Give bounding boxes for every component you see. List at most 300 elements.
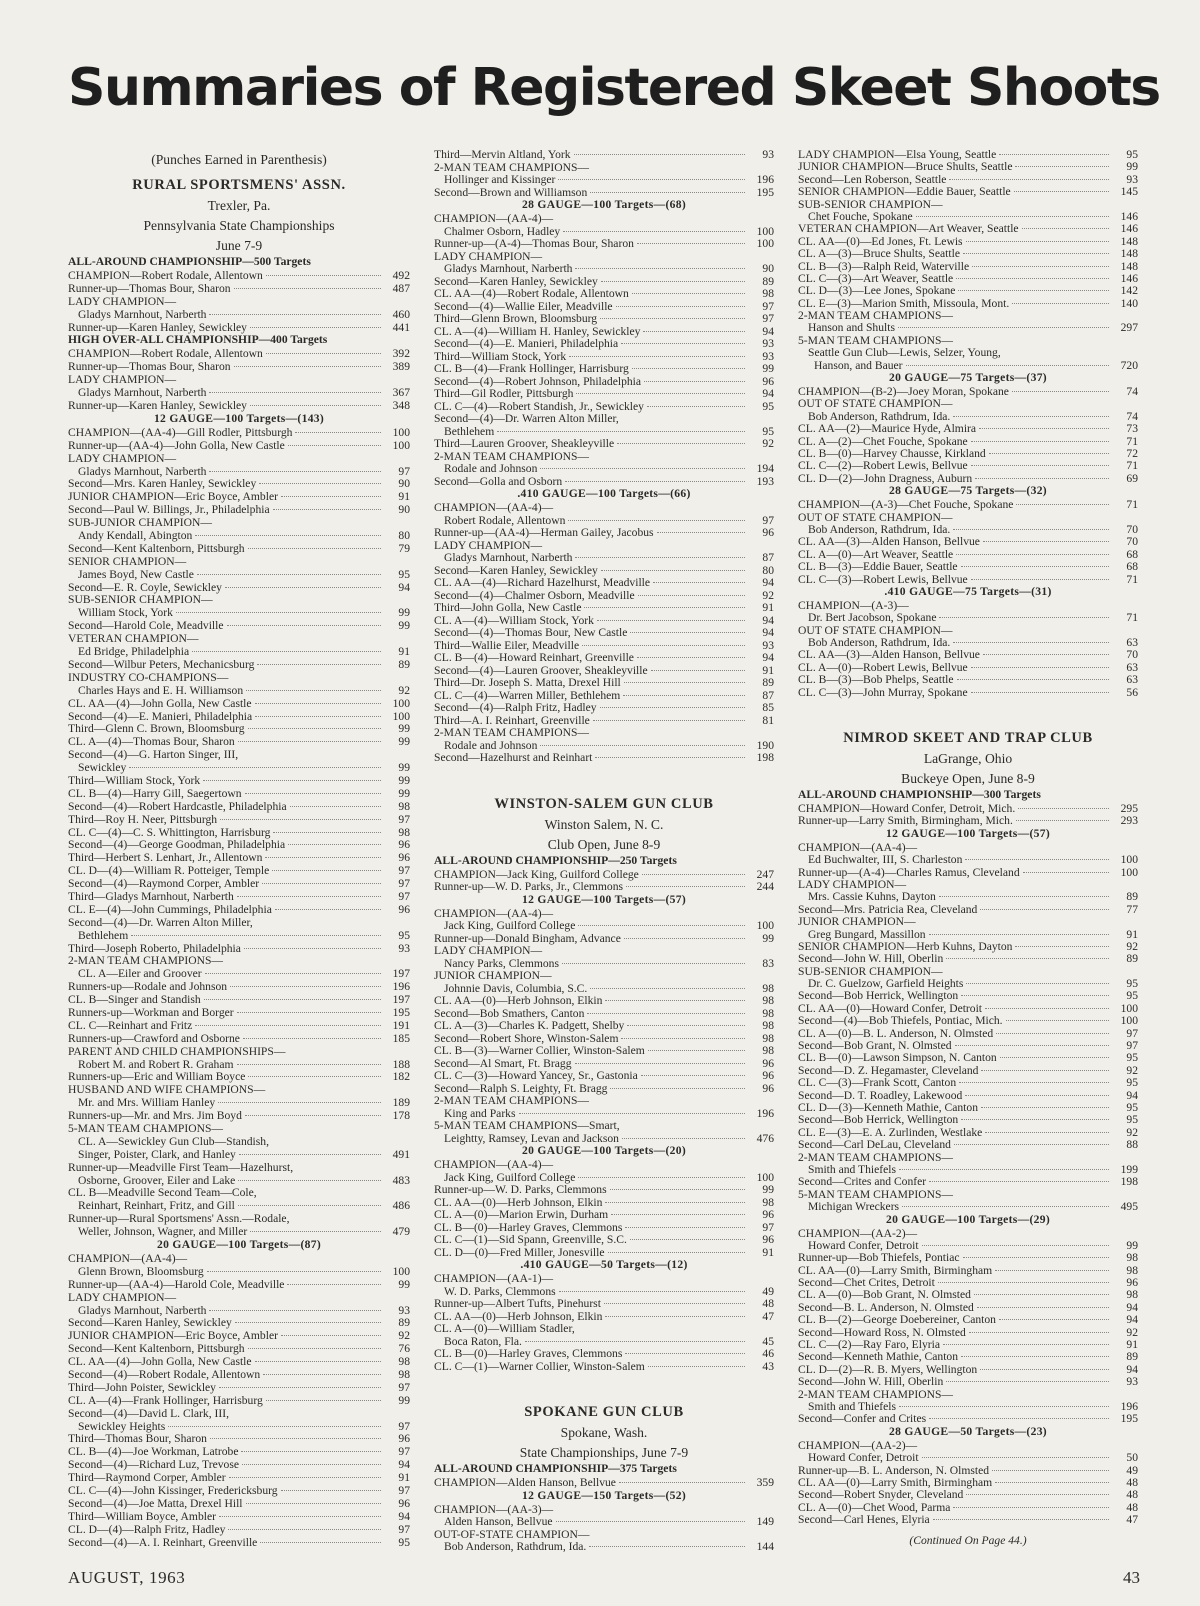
entry-label: Second—(4)—Richard Luz, Trevose [68,1459,239,1472]
entry-label: Second—Confer and Crites [798,1413,927,1426]
dot-leader [241,1451,381,1452]
entry-heading: 2-MAN TEAM CHAMPIONS— [434,1095,590,1107]
result-entry [68,1511,410,1524]
result-entry [798,411,1138,423]
result-entry [434,149,774,162]
entry-label: Gladys Marnhout, Narberth [444,263,573,275]
entry-score: 392 [392,348,410,361]
entry-score: 89 [762,275,774,288]
entry-label: Second—Harold Cole, Meadville [68,620,224,633]
dot-leader [600,318,745,319]
entry-label: Third—John Poister, Sewickley [68,1381,216,1394]
entry-score: 198 [1120,1176,1138,1189]
result-entry [798,248,1138,260]
dot-leader [605,1202,745,1203]
result-entry [434,565,774,578]
entry-score: 97 [398,878,410,891]
entry-heading: Second—(4)—David L. Clark, III, [68,1407,229,1420]
entry-score: 95 [1126,149,1138,161]
entry-label: Runner-up—(A-4)—Thomas Bour, Sharon [434,238,634,250]
entry-label: CL. C—(3)—Frank Scott, Canton [798,1077,957,1090]
result-entry [434,995,774,1008]
entry-label: CL. B—(0)—Harvey Chausse, Kirkland [798,447,986,460]
entry-label: CHAMPION—(B-2)—Joey Moran, Spokane [798,386,1009,399]
result-entry [798,1327,1138,1339]
entry-label: Boca Raton, Fla. [444,1335,522,1348]
entry-heading: LADY CHAMPION— [798,878,907,891]
entry-score: 95 [1126,990,1138,1003]
entry-score: 99 [762,363,774,375]
dot-leader [576,393,745,394]
dot-leader [971,692,1109,693]
dot-leader [648,1366,745,1367]
entry-label: Hanson, and Bauer [814,359,903,372]
entry-heading: CHAMPION—(AA-2)— [798,1227,918,1240]
entry-score: 94 [762,627,774,639]
entry-label: Gladys Marnhout, Narberth [78,465,207,478]
result-entry [798,1127,1138,1139]
result-entry [434,1172,774,1185]
result-entry [68,1200,410,1213]
dot-leader [601,570,745,571]
entry-heading: 2-MAN TEAM CHAMPIONS— [434,161,590,174]
result-entry [434,515,774,528]
entry-score: 89 [1126,1351,1138,1364]
gauge-heading: .410 GAUGE—75 Targets—(31) [884,584,1052,598]
dot-leader [288,445,381,446]
dot-leader [899,1406,1109,1407]
entry-score: 94 [398,1459,410,1472]
result-entry [68,1356,410,1369]
club-name: RURAL SPORTSMENS' ASSN. [132,177,346,193]
entry-score: 100 [392,710,410,723]
result-entry [434,276,774,289]
entry-heading: PARENT AND CHILD CHAMPIONSHIPS— [68,1045,286,1058]
entry-label: CL. A—(4)—Thomas Bour, Sharon [68,736,235,749]
entry-label: SENIOR CHAMPION—Eddie Bauer, Seattle [798,186,1011,199]
entry-label: Weller, Johnson, Wagner, and Miller [78,1226,248,1239]
entry-label: CL. D—(4)—William R. Potteiger, Temple [68,865,270,878]
entry-label: Second—Carl DeLau, Cleveland [798,1139,951,1152]
entry-label: Chalmer Osborn, Hadley [444,225,561,238]
result-entry [434,602,774,615]
dot-leader [977,1307,1109,1308]
entry-score: 96 [762,1070,774,1082]
entry-label: Second—(4)—Bob Thiefels, Pontiac, Mich. [798,1015,1003,1028]
entry-score: 367 [392,387,410,400]
entry-score: 195 [392,1006,410,1019]
club-name: NIMROD SKEET AND TRAP CLUB [843,730,1093,747]
dot-leader [958,290,1109,291]
result-entry [798,637,1138,649]
dot-leader [969,1332,1109,1333]
result-entry [798,1164,1138,1176]
entry-heading: OUT OF STATE CHAMPION— [798,624,953,637]
entry-score: 97 [398,1420,410,1433]
dot-leader [1014,191,1109,192]
dot-leader [234,288,381,289]
entry-label: Third—Joseph Roberto, Philadelphia [68,942,241,955]
event-subheading: Club Open, June 8-9 [547,836,661,852]
entry-label: Second—Paul W. Billings, Jr., Philadelphia [68,504,270,517]
entry-label: Second—Kent Kaltenborn, Pittsburgh [68,542,245,555]
entry-score: 297 [1120,322,1138,335]
dot-leader [235,1322,381,1323]
entry-label: SENIOR CHAMPION—Herb Kuhns, Dayton [798,940,1013,953]
entry-score: 43 [762,1360,774,1373]
dot-leader [575,557,745,558]
dot-leader [255,703,381,704]
entry-score: 94 [762,577,774,589]
entry-label: Johnnie Davis, Columbia, S.C. [444,982,588,995]
entry-label: Bethlehem [78,929,129,942]
result-entry [434,627,774,640]
result-entry [68,607,410,620]
entry-label: Runner-up—(A-4)—Charles Ramus, Cleveland [798,866,1020,879]
entry-score: 100 [756,920,774,932]
entry-heading: Second—(4)—Dr. Warren Alton Miller, [68,916,253,929]
entry-score: 100 [756,238,774,250]
result-entry [68,711,410,724]
entry-label: Second—Bob Smathers, Canton [434,1007,585,1020]
entry-score: 93 [762,350,774,363]
entry-score: 178 [392,1110,410,1123]
entry-label: Osborne, Groover, Eiler and Lake [78,1174,236,1187]
entry-label: CL. AA—(0)—Ed Jones, Ft. Lewis [798,235,963,248]
result-entry [434,463,774,476]
result-entry [68,1537,410,1550]
dot-leader [983,654,1109,655]
event-subheading: Trexler, Pa. [207,198,271,213]
dot-leader [995,1482,1109,1483]
entry-label: CHAMPION—Alden Hanson, Bellvue [434,1477,616,1489]
entry-label: CL. AA—(2)—Maurice Hyde, Almira [798,423,977,436]
entry-score: 46 [762,1348,774,1360]
result-entry [68,1395,410,1408]
result-entry [798,298,1138,310]
dot-leader [983,541,1109,542]
entry-score: 197 [392,994,410,1007]
dot-leader [1016,504,1109,505]
dot-leader [129,767,381,768]
entry-label: Second—B. L. Anderson, N. Olmsted [798,1301,974,1314]
dot-leader [1006,1020,1109,1021]
result-entry [434,740,774,753]
result-entry [798,1003,1138,1015]
entry-score: 140 [1120,297,1138,310]
result-entry [68,814,410,827]
entry-score: 90 [398,504,410,517]
dot-leader [1012,391,1109,392]
dot-leader [971,441,1109,442]
result-entry [68,865,410,878]
result-entry [68,582,410,595]
entry-score: 89 [1126,891,1138,904]
dot-leader [195,535,381,536]
dot-leader [562,963,745,964]
entry-heading: CHAMPION—(A-3)— [798,599,909,612]
result-entry [798,223,1138,235]
dot-leader [587,1013,745,1014]
continued-note: (Continued On Page 44.) [909,1533,1027,1547]
entry-label: CL. AA—(0)—Herb Johnson, Elkin [434,1310,603,1323]
entry-score: 93 [398,1304,410,1317]
result-entry [798,1489,1138,1501]
entry-heading: LADY CHAMPION— [434,539,543,552]
result-entry [798,448,1138,460]
entry-label: Third—Roy H. Neer, Pittsburgh [68,813,218,826]
dot-leader [946,958,1109,959]
entry-label: Runner-up—W. D. Parks, Clemmons [434,1184,607,1196]
entry-score: 97 [398,1381,410,1394]
dot-leader [1022,228,1109,229]
entry-label: CL. D—(3)—Kenneth Mathie, Canton [798,1102,978,1114]
dot-leader [248,1076,381,1077]
entry-score: 196 [1120,1400,1138,1413]
entry-score: 146 [1120,210,1138,223]
result-entry [68,1343,410,1356]
dot-leader [985,1132,1109,1133]
entry-label: VETERAN CHAMPION—Art Weaver, Seattle [798,223,1019,236]
dot-leader [611,1214,745,1215]
dot-leader [961,1119,1109,1120]
entry-heading: CHAMPION—(AA-4)— [68,1253,188,1266]
dot-leader [568,520,745,521]
result-entry [68,698,410,711]
dot-leader [203,780,381,781]
entry-label: LADY CHAMPION—Elsa Young, Seattle [798,149,997,161]
entry-label: Smith and Thiefels [808,1163,897,1176]
event-subheading: Winston Salem, N. C. [544,816,664,832]
dot-leader [237,1012,381,1013]
dot-leader [219,1387,381,1388]
entry-label: Second—Robert Shore, Winston-Salem [434,1032,619,1045]
entry-label: CL. B—(4)—Howard Reinhart, Greenville [434,652,634,664]
entry-score: 94 [1126,1089,1138,1102]
dot-leader [238,1205,381,1206]
entry-label: Runner-up—Donald Bingham, Advance [434,932,621,945]
entry-score: 92 [1126,1326,1138,1339]
dot-leader [229,1477,381,1478]
result-entry [68,1485,410,1498]
entry-label: Runner-up—Albert Tufts, Pinehurst [434,1298,601,1310]
entry-score: 196 [756,1107,774,1120]
entry-label: Second—Robert Snyder, Cleveland [798,1489,964,1502]
entry-heading: Second—(4)—G. Harton Singer, III, [68,749,239,762]
dot-leader [981,1107,1109,1108]
entry-score: 95 [1126,1077,1138,1090]
dot-leader [559,1291,745,1292]
entry-score: 144 [756,1541,774,1553]
entry-score: 96 [1126,1277,1138,1290]
result-entry [434,363,774,376]
dot-leader [245,793,381,794]
entry-heading: LADY CHAMPION— [68,374,177,387]
result-entry [798,211,1138,223]
entry-score: 90 [398,478,410,491]
entry-label: CL. B—(3)—Ralph Reid, Waterville [798,260,970,273]
dot-leader [558,179,745,180]
entry-score: 100 [392,1265,410,1278]
entry-label: Andy Kendall, Abington [78,530,193,543]
entry-label: Bob Anderson, Rathdrum, Ida. [808,410,951,423]
dot-leader [638,595,745,596]
dot-leader [237,1064,381,1065]
result-entry [798,815,1138,827]
entry-label: Second—Carl Henes, Elyria [798,1514,930,1527]
result-entry [798,1401,1138,1413]
dot-leader [238,1180,381,1181]
event-subheading: June 7-9 [215,238,263,253]
entry-score: 99 [398,774,410,787]
entry-score: 88 [1126,1139,1138,1152]
result-entry [434,1197,774,1210]
result-entry [68,762,410,775]
entry-label: Second—Al Smart, Ft. Bragg [434,1057,572,1070]
entry-label: Second—Mrs. Karen Hanley, Sewickley [68,478,257,491]
dot-leader [933,1519,1109,1520]
entry-score: 199 [1120,1163,1138,1176]
dot-leader [584,607,745,608]
entry-score: 495 [1120,1201,1138,1214]
result-entry [798,561,1138,573]
dot-leader [623,695,745,696]
dot-leader [989,453,1109,454]
result-entry [68,504,410,517]
result-entry [434,933,774,946]
result-entry [68,1498,410,1511]
entry-score: 96 [398,1433,410,1446]
entry-heading: SUB-SENIOR CHAMPION— [68,594,213,607]
result-entry [434,677,774,690]
entry-score: 81 [762,714,774,727]
result-entry [798,261,1138,273]
entry-score: 98 [762,995,774,1007]
entry-label: Third—Wallie Eiler, Meadville [434,639,580,652]
result-entry [68,1279,410,1292]
dot-leader [250,327,381,328]
entry-label: Second—D. T. Roadley, Lakewood [798,1089,963,1102]
result-entry [798,978,1138,990]
result-entry [434,174,774,187]
dot-leader [624,682,745,683]
entry-score: 99 [398,1394,410,1407]
entry-score: 63 [1126,674,1138,687]
dot-leader [589,1546,745,1547]
entry-label: Third—Mervin Altland, York [434,149,571,161]
entry-heading: LADY CHAMPION— [68,1291,177,1304]
entry-score: 188 [392,1058,410,1071]
entry-score: 98 [762,1032,774,1045]
result-entry [798,1252,1138,1264]
dot-leader [953,1507,1109,1508]
result-entry [798,499,1138,511]
entry-label: Third—William Boyce, Ambler [68,1510,216,1523]
entry-score: 99 [398,620,410,633]
dot-leader [992,1470,1109,1471]
dot-leader [946,1381,1109,1382]
entry-score: 80 [762,564,774,577]
entry-label: Third—Glenn Brown, Bloomsburg [434,313,598,325]
dot-leader [954,1144,1109,1145]
entry-heading: 2-MAN TEAM CHAMPIONS— [434,727,590,739]
result-entry [68,775,410,788]
entry-label: Second—D. Z. Hegamaster, Cleveland [798,1064,979,1077]
result-entry [798,149,1138,161]
result-entry [434,1298,774,1311]
entry-score: 486 [392,1200,410,1213]
dot-leader [263,1374,381,1375]
entry-score: 191 [392,1019,410,1032]
entry-score: 146 [1120,272,1138,285]
entry-score: 190 [756,739,774,752]
entry-label: CL. A—(4)—William H. Hanley, Sewickley [434,325,641,338]
entry-score: 97 [398,1523,410,1536]
result-entry [68,968,410,981]
entry-score: 71 [1126,460,1138,473]
dot-leader [228,1529,381,1530]
dot-leader [938,1282,1109,1283]
entry-label: Second—Golla and Osborn [434,475,563,488]
result-entry [798,549,1138,561]
entry-label: Runners-up—Crawford and Osborne [68,1032,240,1045]
entry-label: Second—Karen Hanley, Sewickley [434,275,598,288]
entry-score: 99 [398,736,410,749]
entry-label: CL. AA—(3)—Alden Hanson, Bellvue [798,536,980,549]
result-entry [68,466,410,479]
entry-label: W. D. Parks, Clemmons [444,1285,556,1298]
result-entry [798,929,1138,941]
result-entry [798,1277,1138,1289]
dot-leader [621,1038,745,1039]
dot-leader [627,1025,745,1026]
entry-score: 492 [392,270,410,282]
result-entry [798,803,1138,815]
entry-score: 91 [762,1246,774,1259]
entry-score: 97 [762,313,774,325]
dot-leader [287,1284,381,1285]
entry-score: 95 [1126,1102,1138,1114]
gauge-heading: 12 GAUGE—150 Targets—(52) [521,1488,686,1502]
entry-score: 80 [398,530,410,543]
dot-leader [245,1115,381,1116]
entry-score: 359 [756,1477,774,1489]
dot-leader [1000,1057,1109,1058]
result-entry [434,1083,774,1096]
entry-score: 247 [756,868,774,881]
dot-leader [205,973,381,974]
result-entry [434,426,774,439]
result-entry [434,1222,774,1235]
result-entry [68,478,410,491]
entry-label: CHAMPION—Howard Confer, Detroit, Mich. [798,803,1016,816]
event-subheading: State Championships, June 7-9 [519,1445,689,1460]
entry-label: Third—William Stock, York [68,774,201,787]
gauge-heading: 20 GAUGE—75 Targets—(37) [889,371,1047,385]
result-entry [68,361,410,374]
entry-label: Singer, Poister, Clark, and Hanley [78,1148,236,1161]
dot-leader [981,1070,1109,1071]
entry-score: 92 [398,1330,410,1343]
entry-label: Second—(4)—Chalmer Osborn, Meadville [434,589,635,602]
result-entry [68,1330,410,1343]
entry-score: 98 [762,1196,774,1209]
dot-leader [575,1063,745,1064]
entry-heading: Runner-up—Rural Sportsmens' Assn.—Rodale, [68,1213,290,1226]
result-entry [798,386,1138,398]
result-entry [434,752,774,765]
result-entry [434,338,774,351]
